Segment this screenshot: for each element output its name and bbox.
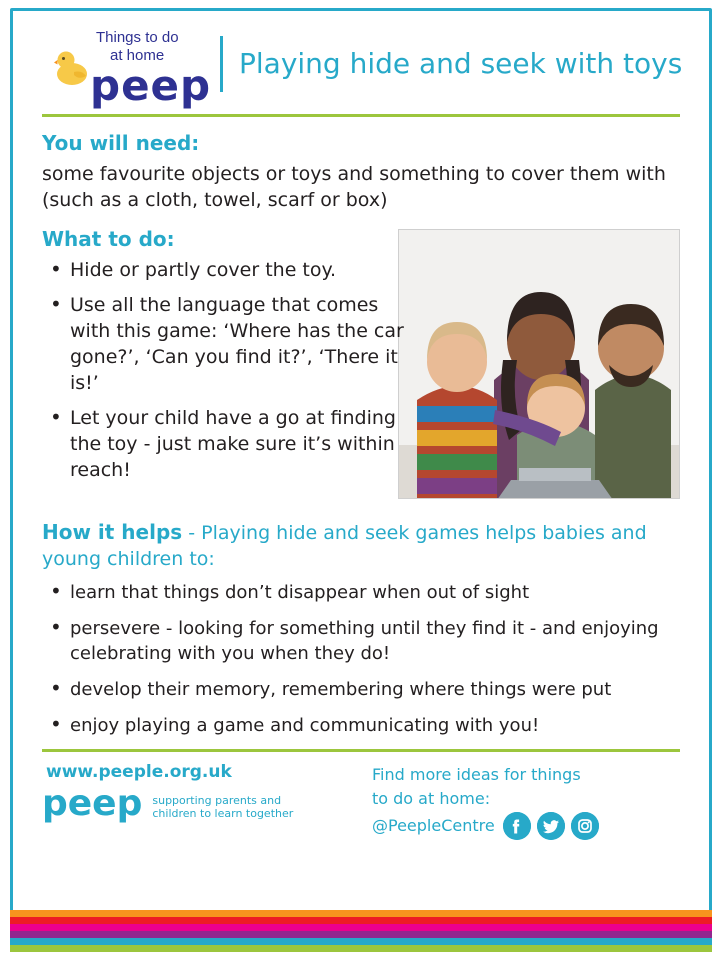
- footer-social-row: [372, 788, 680, 810]
- family-playing-photo: [398, 229, 680, 499]
- stripe-green: [10, 945, 712, 952]
- footer-cta-line2: to do at home:: [372, 789, 491, 808]
- poster-header: [36, 18, 686, 110]
- footer-brand: [42, 762, 372, 824]
- what-to-do-list: [36, 257, 416, 483]
- poster-content: [22, 18, 700, 928]
- footer-tagline-line2: children to learn together: [152, 807, 294, 820]
- twitter-icon[interactable]: [537, 812, 565, 840]
- social-handles: [372, 812, 680, 840]
- stripe-purple: [10, 931, 712, 938]
- footer-cta-line1: Find more ideas for things: [372, 765, 581, 784]
- how-it-helps-lead: How it helps: [42, 520, 183, 544]
- page-title: Playing hide and seek with toys: [239, 47, 683, 80]
- footer-cta: [372, 762, 680, 840]
- website-link[interactable]: www.peeple.org.uk: [46, 762, 232, 782]
- instagram-icon[interactable]: [571, 812, 599, 840]
- poster-footer: [36, 762, 686, 842]
- list-item: • persevere - looking for something until they find it - and enjoying celebrating with you when they do!: [70, 616, 686, 666]
- list-item: • Use all the language that comes with this game: ‘Where has the car gone?’, ‘Can you find it?’, ‘There it is!’: [70, 292, 416, 396]
- header-rule: [42, 114, 680, 117]
- stripe-orange: [10, 910, 712, 917]
- footer-wordmark: peep: [42, 783, 143, 824]
- stripe-magenta: [10, 924, 712, 931]
- color-stripes: [10, 910, 712, 952]
- list-item: • learn that things don’t disappear when out of sight: [70, 580, 686, 605]
- peep-brand-logo: [48, 21, 216, 110]
- brand-tagline-line1: Things to do: [96, 29, 179, 46]
- header-divider: [220, 36, 223, 92]
- footer-tagline-line1: supporting parents and: [152, 794, 282, 807]
- stripe-blue: [10, 938, 712, 945]
- how-it-helps-subtext: - Playing hide and seek games helps babies and young children to:: [42, 522, 647, 570]
- how-it-helps-heading: [42, 519, 680, 572]
- list-item: • enjoy playing a game and communicating with you!: [70, 713, 686, 738]
- footer-logo-row: [42, 784, 372, 824]
- what-to-do-section: [36, 227, 686, 517]
- what-to-do-heading: What to do:: [42, 227, 175, 251]
- brand-tagline-line2: at home: [110, 47, 165, 64]
- list-item: • develop their memory, remembering where things were put: [70, 677, 686, 702]
- footer-tagline: [152, 794, 293, 820]
- brand-wordmark: peep: [90, 61, 212, 110]
- stripe-red: [10, 917, 712, 924]
- how-it-helps-list: [36, 580, 686, 738]
- you-will-need-text: some favourite objects or toys and something to cover them with (such as a cloth, towel, scarf or box): [42, 163, 666, 211]
- brand-tagline: [96, 29, 179, 65]
- footer-rule: [42, 749, 680, 752]
- list-item: • Hide or partly cover the toy.: [70, 257, 416, 283]
- you-will-need-heading: You will need:: [42, 131, 200, 155]
- duck-icon: [54, 47, 90, 87]
- list-item: • Let your child have a go at finding the toy - just make sure it’s within reach!: [70, 405, 416, 483]
- facebook-icon[interactable]: [503, 812, 531, 840]
- social-handle: @PeepleCentre: [372, 816, 495, 835]
- what-to-do-text-column: [36, 227, 416, 483]
